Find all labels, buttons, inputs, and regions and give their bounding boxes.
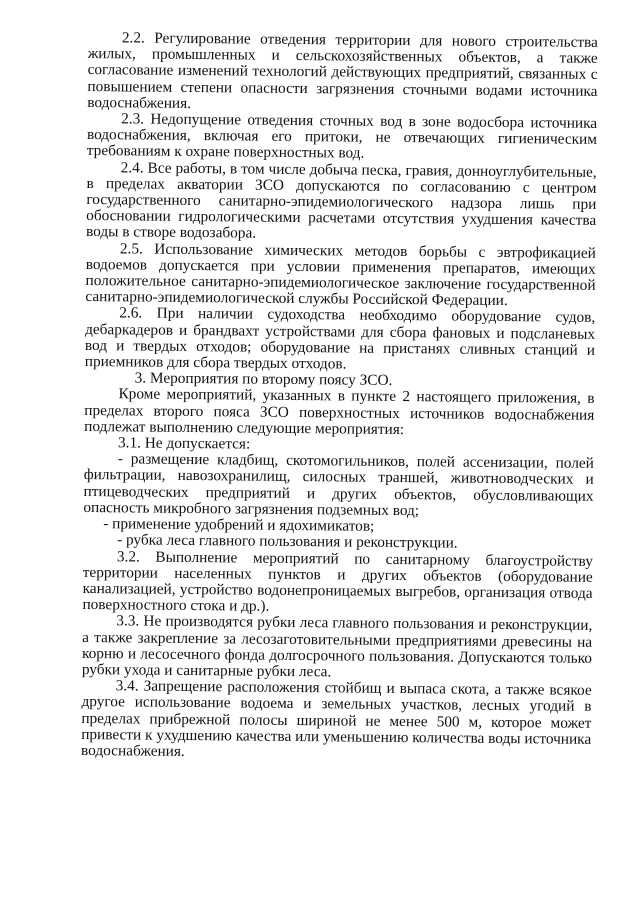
paragraph-3-3: 3.3. Не производятся рубки леса главного пользования и реконструкции, а также закрепление за лесозаготовительными предприятиями древесины на корню и лесосечного фонда долгосрочного пользования. Допускаются только рубки ухода и санитарные рубки леса. (81, 612, 593, 681)
paragraph-2-3: 2.3. Недопущение отведения сточных вод в зоне водосбора источника водоснабжения, включая его притоки, не отвечающих гигиеническим требованиям к охране поверхностных вод. (86, 110, 598, 163)
paragraph-2-6: 2.6. При наличии судоходства необходимо оборудование судов, дебаркадеров и брандвахт устройствами для сбора фановых и подсланевых вод и твердых отходов; оборудование на пристанях сливных станций и приемников для сбора твердых отходов. (84, 304, 596, 373)
paragraph-2-2: 2.2. Регулирование отведения территории для нового строительства жилых, промышленных и сельскохозяйственных объектов, а также согласование изменений технологий действующих предприятий, связанных с повышением степени опасности загрязнения сточными водами источника водоснабжения. (87, 29, 598, 112)
paragraph-3-1: 3.1. Не допускается: (117, 434, 251, 453)
list-item-cemeteries: - размещение кладбищ, скотомогильников, полей ассенизации, полей фильтрации, навозохранилищ, силосных траншей, животноводческих и птицеводческих предприятий и других объектов, обусловливающих опасность микробного загрязнения подземных вод; (83, 450, 594, 520)
paragraph-3-2: 3.2. Выполнение мероприятий по санитарному благоустройству территории населенных пунктов и других объектов (оборудование канализацией, устройство водонепроницаемых выгребов, организация отвода поверхностного стока и др.). (82, 547, 594, 615)
list-item-fertilizers: - применение удобрений и ядохимикатов; (103, 515, 375, 535)
list-item-logging: - рубка леса главного пользования и реконструкции. (117, 531, 458, 552)
paragraph-2-5: 2.5. Использование химических методов борьбы с эвтрофикацией водоемов допускается при условии применения препаратов, имеющих положительное санитарно-эпидемиологическое заключение государственной санитарно-эпидемиологической службы Российской Федерации. (85, 239, 596, 310)
paragraph-3-intro: Кроме мероприятий, указанных в пункте 2 настоящего приложения, в пределах второго пояса ЗСО поверхностных источников водоснабжения подлежат выполнению следующие мероприятия: (84, 385, 595, 438)
document-body (81, 30, 598, 764)
section-3-heading: 3. Мероприятия по второму поясу ЗСО. (134, 369, 393, 390)
paragraph-3-4: 3.4. Запрещение расположения стойбищ и выпаса скота, а также всякое другое использование водоема и земельных участков, лесных угодий в пределах прибрежной полосы шириной не менее 500 м, которое может привести к ухудшению качества или уменьшению количества воды источника водоснабжения. (81, 677, 592, 760)
paragraph-2-4: 2.4. Все работы, в том числе добыча песка, гравия, донноуглубительные, в пределах акватории ЗСО допускаются по согласованию с центром государственного санитарно-эпидемиологического надзора лишь при обосновании гидрологическими расчетами отсутствия ухудшения качества воды в створе водозабора. (85, 158, 597, 243)
